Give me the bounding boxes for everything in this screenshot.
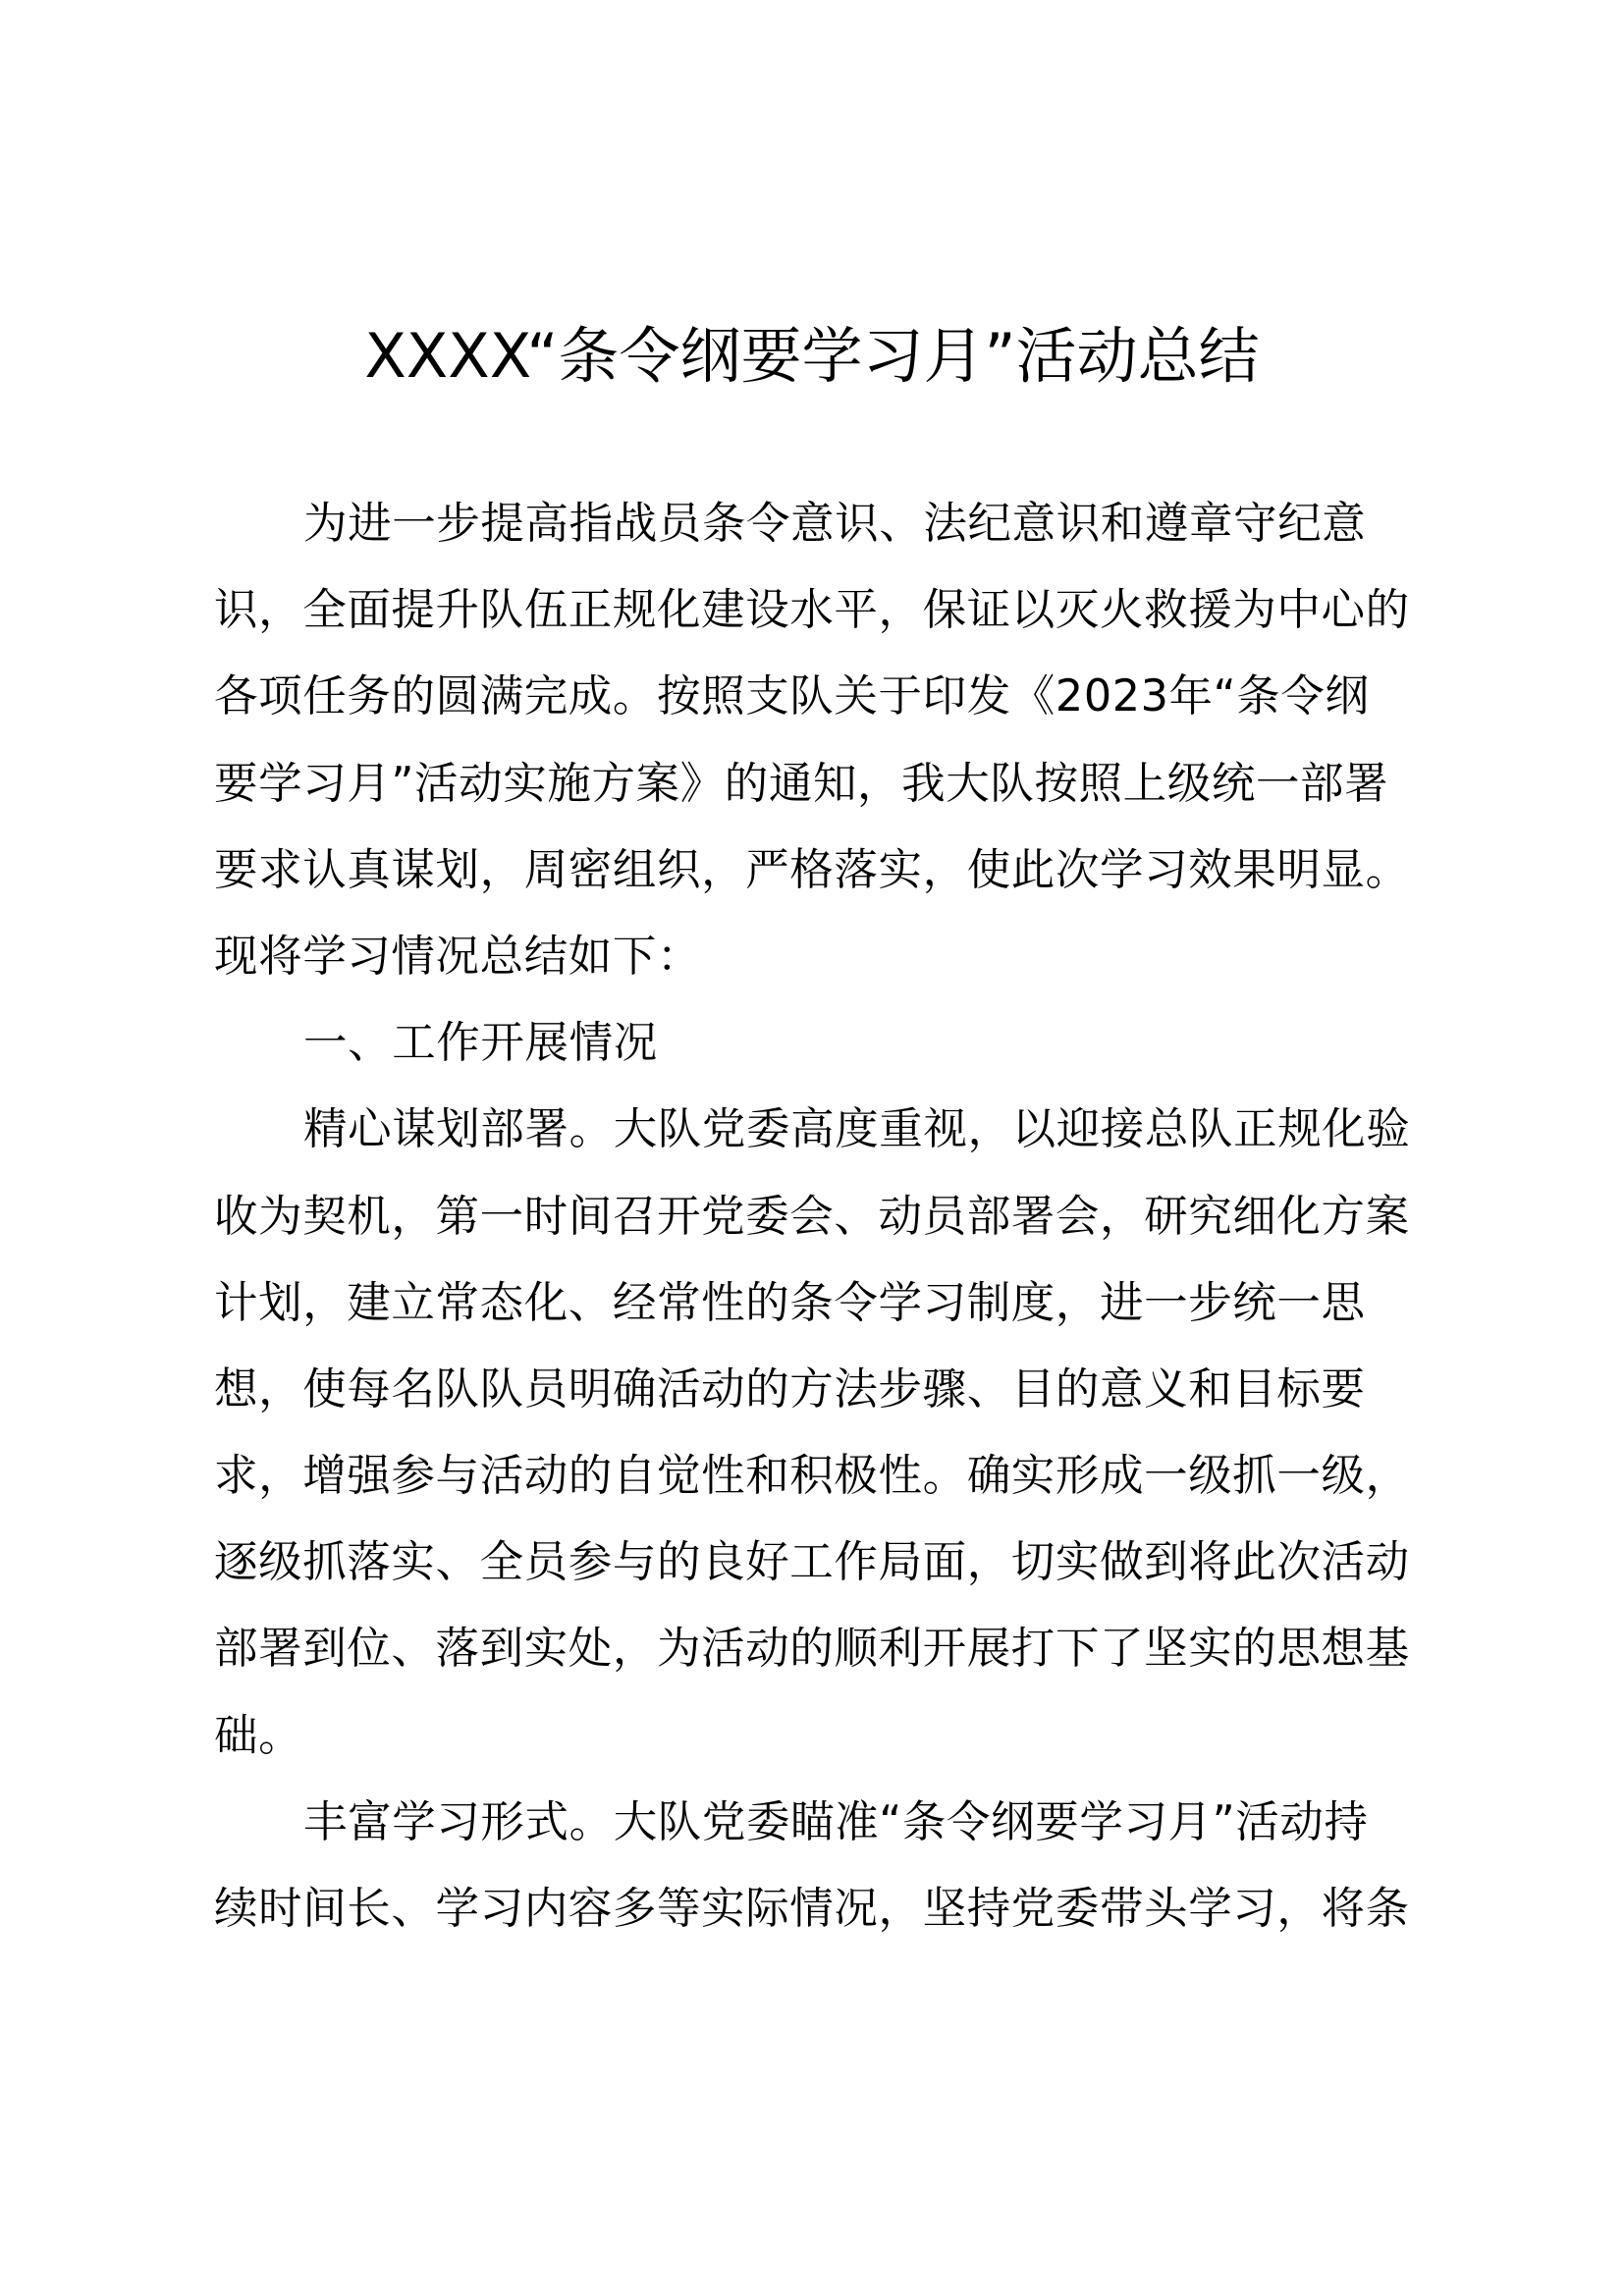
section-heading: 一、工作开展情况 [303, 1018, 658, 1069]
paragraph-line: 计划，建立常态化、经常性的条令学习制度，进一步统一思 [214, 1277, 1366, 1328]
paragraph-line: 础。 [214, 1710, 303, 1761]
paragraph-line: 求，增强参与活动的自觉性和积极性。确实形成一级抓一级， [214, 1451, 1410, 1502]
paragraph-line: 部署到位、落到实处，为活动的顺利开展打下了坚实的思想基 [214, 1624, 1410, 1675]
paragraph-line: 精心谋划部署。大队党委高度重视，以迎接总队正规化验 [303, 1104, 1411, 1155]
paragraph-line: 想，使每名队队员明确活动的方法步骤、目的意义和目标要 [214, 1363, 1366, 1415]
paragraph-line: 现将学习情况总结如下： [214, 931, 702, 982]
paragraph-line: 为进一步提高指战员条令意识、法纪意识和遵章守纪意 [303, 499, 1367, 549]
paragraph-line: 要学习月”活动实施方案》的通知，我大队按照上级统一部署 [214, 758, 1389, 809]
document-title: XXXX“条令纲要学习月”活动总结 [364, 320, 1260, 392]
document-body [214, 481, 1412, 1952]
paragraph-line: 逐级抓落实、全员参与的良好工作局面，切实做到将此次活动 [214, 1537, 1410, 1588]
paragraph-line: 各项任务的圆满完成。按照支队关于印发《2023年“条令纲 [214, 671, 1370, 722]
paragraph-line: 续时间长、学习内容多等实际情况，坚持党委带头学习，将条 [214, 1884, 1410, 1934]
paragraph-line: 收为契机，第一时间召开党委会、动员部署会，研究细化方案 [214, 1191, 1410, 1242]
paragraph-line: 要求认真谋划，周密组织，严格落实，使此次学习效果明显。 [214, 844, 1410, 895]
paragraph-line: 识，全面提升队伍正规化建设水平，保证以灭火救援为中心的 [214, 585, 1410, 636]
paragraph-line: 丰富学习形式。大队党委瞄准“条令纲要学习月”活动持 [303, 1796, 1369, 1847]
